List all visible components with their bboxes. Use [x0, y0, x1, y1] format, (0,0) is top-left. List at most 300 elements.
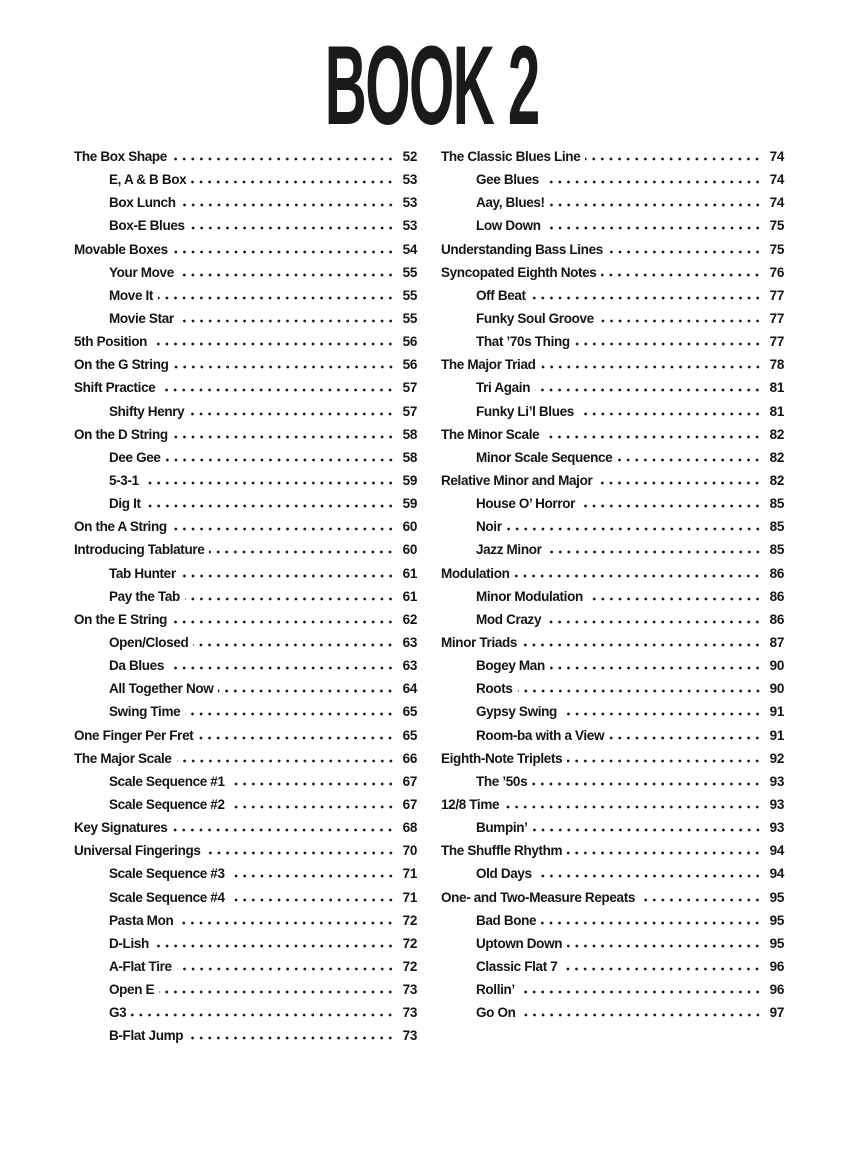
- toc-entry-label: Classic Flat 7: [476, 958, 558, 974]
- toc-entry-page: 76: [769, 264, 784, 280]
- dot-leader: [579, 412, 764, 416]
- toc-entry-page: 74: [769, 172, 784, 188]
- toc-entry: [441, 353, 784, 376]
- toc-entry: [74, 446, 417, 469]
- toc-entry: [441, 1001, 784, 1024]
- toc-entry-label: The Minor Scale: [441, 426, 540, 442]
- toc-entry-label: E, A & B Box: [109, 172, 187, 188]
- toc-entry-label: Jazz Minor: [476, 542, 542, 558]
- toc-entry: [74, 700, 417, 723]
- toc-entry-page: 56: [402, 334, 417, 350]
- toc-entry: [441, 631, 784, 654]
- toc-entry-page: 61: [402, 565, 417, 581]
- toc-entry-page: 86: [769, 588, 784, 604]
- toc-entry-page: 71: [402, 889, 417, 905]
- toc-entry-page: 94: [769, 843, 784, 859]
- toc-entry: [441, 330, 784, 353]
- toc-entry-page: 59: [402, 472, 417, 488]
- toc-entry-label: Scale Sequence #1: [109, 773, 225, 789]
- toc-entry: [441, 978, 784, 1001]
- toc-entry-label: One- and Two-Measure Repeats: [441, 889, 635, 905]
- toc-entry-label: On the D String: [74, 426, 168, 442]
- toc-entry: [74, 793, 417, 816]
- dot-leader: [178, 921, 397, 925]
- toc-entry-page: 82: [769, 426, 784, 442]
- toc-entry-label: Introducing Tablature: [74, 542, 205, 558]
- toc-entry-page: 75: [769, 218, 784, 234]
- dot-leader: [172, 828, 397, 832]
- dot-leader: [131, 1013, 397, 1017]
- dot-leader: [172, 620, 397, 624]
- dot-leader: [520, 990, 764, 994]
- toc-entry: [441, 307, 784, 330]
- toc-entry: [441, 585, 784, 608]
- dot-leader: [507, 527, 764, 531]
- toc-entry-page: 60: [402, 542, 417, 558]
- toc-entry: [441, 700, 784, 723]
- dot-leader: [193, 643, 397, 647]
- toc-entry-page: 86: [769, 565, 784, 581]
- toc-entry-page: 57: [402, 403, 417, 419]
- dot-leader: [179, 319, 397, 323]
- dot-leader: [521, 1013, 765, 1017]
- dot-leader: [188, 1036, 397, 1040]
- toc-entry: [74, 261, 417, 284]
- toc-entry: [74, 376, 417, 399]
- toc-entry-page: 68: [402, 820, 417, 836]
- dot-leader: [159, 990, 397, 994]
- toc-entry: [441, 816, 784, 839]
- toc-entry-label: On the E String: [74, 611, 168, 627]
- toc-entry-page: 73: [402, 982, 417, 998]
- toc-entry-label: Swing Time: [109, 704, 181, 720]
- toc-entry: [441, 932, 784, 955]
- toc-entry: [74, 423, 417, 446]
- toc-entry-label: Movable Boxes: [74, 241, 168, 257]
- dot-leader: [146, 504, 397, 508]
- dot-leader: [144, 481, 397, 485]
- toc-entry-page: 61: [402, 588, 417, 604]
- toc-entry: [441, 886, 784, 909]
- toc-entry-label: Your Move: [109, 264, 174, 280]
- toc-entry-page: 90: [769, 658, 784, 674]
- dot-leader: [599, 319, 764, 323]
- toc-entry-label: Uptown Down: [476, 935, 563, 951]
- toc-entry-label: The Box Shape: [74, 149, 167, 164]
- toc-entry: [441, 839, 784, 862]
- dot-leader: [172, 157, 397, 161]
- toc-entry-page: 73: [402, 1028, 417, 1044]
- toc-entry: [74, 353, 417, 376]
- toc-entry-page: 95: [769, 912, 784, 928]
- toc-entry: [74, 724, 417, 747]
- toc-entry-page: 93: [769, 773, 784, 789]
- toc-entry-label: House O’ Horror: [476, 496, 576, 512]
- toc-entry: [441, 261, 784, 284]
- toc-entry-label: Scale Sequence #4: [109, 889, 225, 905]
- dot-leader: [160, 388, 397, 392]
- toc-entry-page: 81: [769, 403, 784, 419]
- toc-entry-page: 82: [769, 449, 784, 465]
- dot-leader: [547, 550, 764, 554]
- toc-entry-label: Mod Crazy: [476, 611, 542, 627]
- toc-entry: [74, 978, 417, 1001]
- toc-entry-label: The ’50s: [476, 773, 528, 789]
- toc-entry-page: 53: [402, 195, 417, 211]
- toc-entry: [74, 515, 417, 538]
- dot-leader: [546, 226, 764, 230]
- dot-leader: [585, 157, 764, 161]
- toc-entry-label: Room-ba with a View: [476, 727, 605, 743]
- dot-leader: [174, 365, 398, 369]
- toc-entry: [441, 168, 784, 191]
- dot-leader: [154, 944, 397, 948]
- toc-entry-page: 82: [769, 472, 784, 488]
- toc-entry-label: On the A String: [74, 519, 167, 535]
- toc-entry-page: 85: [769, 519, 784, 535]
- toc-entry: [74, 608, 417, 631]
- toc-entry-page: 72: [402, 935, 417, 951]
- toc-entry-page: 96: [769, 982, 784, 998]
- toc-entry-page: 56: [402, 357, 417, 373]
- dot-leader: [546, 620, 764, 624]
- dot-leader: [169, 666, 397, 670]
- toc-entry-label: Scale Sequence #2: [109, 796, 225, 812]
- toc-entry-page: 70: [402, 843, 417, 859]
- dot-leader: [189, 412, 397, 416]
- toc-entry-label: D-Lish: [109, 935, 149, 951]
- toc-entry-page: 63: [402, 634, 417, 650]
- toc-entry: [74, 562, 417, 585]
- toc-entry: [74, 654, 417, 677]
- dot-leader: [609, 736, 764, 740]
- toc-entry: [74, 238, 417, 261]
- toc-entry: [441, 446, 784, 469]
- dot-leader: [206, 851, 397, 855]
- toc-entry-label: Syncopated Eighth Notes: [441, 264, 597, 280]
- dot-leader: [185, 712, 397, 716]
- dot-leader: [535, 388, 764, 392]
- toc-entry-label: That ’70s Thing: [476, 334, 570, 350]
- toc-entry: [74, 886, 417, 909]
- toc-entry: [74, 284, 417, 307]
- dot-leader: [504, 805, 764, 809]
- toc-entry: [74, 168, 417, 191]
- toc-entry: [441, 145, 784, 168]
- toc-entry-label: Minor Scale Sequence: [476, 449, 613, 465]
- toc-entry: [441, 677, 784, 700]
- dot-leader: [179, 273, 397, 277]
- toc-entry-label: B-Flat Jump: [109, 1028, 184, 1044]
- toc-entry-label: Dig It: [109, 496, 141, 512]
- toc-entry-label: Box Lunch: [109, 195, 176, 211]
- dot-leader: [544, 435, 764, 439]
- toc-entry-label: The Classic Blues Line: [441, 149, 581, 164]
- book-title: [0, 23, 864, 148]
- dot-leader: [209, 550, 397, 554]
- toc-entry-page: 81: [769, 380, 784, 396]
- toc-entry-label: The Shuffle Rhythm: [441, 843, 563, 859]
- toc-entry-page: 65: [402, 727, 417, 743]
- toc-entry-label: Funky Li’l Blues: [476, 403, 574, 419]
- toc-entry-label: Go On: [476, 1005, 516, 1021]
- toc-entry-page: 57: [402, 380, 417, 396]
- toc-entry-page: 77: [769, 334, 784, 350]
- dot-leader: [562, 967, 764, 971]
- toc-entry-label: Old Days: [476, 866, 532, 882]
- toc-entry-page: 66: [402, 750, 417, 766]
- toc-entry-label: Universal Fingerings: [74, 843, 201, 859]
- dot-leader: [550, 203, 764, 207]
- toc-entry-label: 5th Position: [74, 334, 148, 350]
- toc-entry-label: Roots: [476, 681, 513, 697]
- toc-entry-page: 62: [402, 611, 417, 627]
- toc-entry-page: 64: [402, 681, 417, 697]
- dot-leader: [522, 643, 764, 647]
- toc-entry: [74, 770, 417, 793]
- toc-entry-label: Low Down: [476, 218, 541, 234]
- dot-leader: [230, 898, 397, 902]
- dot-leader: [537, 874, 764, 878]
- dot-leader: [541, 921, 764, 925]
- toc-entry: [74, 909, 417, 932]
- toc-entry-page: 74: [769, 149, 784, 164]
- toc-entry-page: 85: [769, 542, 784, 558]
- dot-leader: [567, 851, 764, 855]
- toc-entry-label: Movie Star: [109, 310, 174, 326]
- dot-leader: [541, 365, 764, 369]
- toc-entry-page: 93: [769, 820, 784, 836]
- toc-entry-page: 58: [402, 449, 417, 465]
- toc-entry-page: 97: [769, 1005, 784, 1021]
- toc-entry-page: 78: [769, 357, 784, 373]
- toc-entry-label: Shift Practice: [74, 380, 156, 396]
- toc-entry-label: G3: [109, 1005, 127, 1021]
- toc-entry-label: 5-3-1: [109, 472, 139, 488]
- toc-entry: [74, 145, 417, 168]
- toc-entry-label: Tri Again: [476, 380, 531, 396]
- toc-entry-label: Bogey Man: [476, 658, 545, 674]
- toc-entry: [441, 862, 784, 885]
- toc-entry-page: 75: [769, 241, 784, 257]
- toc-entry-label: Pay the Tab: [109, 588, 180, 604]
- dot-leader: [185, 597, 397, 601]
- dot-leader: [181, 574, 397, 578]
- toc-entry: [441, 724, 784, 747]
- toc-entry: [74, 538, 417, 561]
- toc-entry-label: One Finger Per Fret: [74, 727, 194, 743]
- toc-entry-label: Off Beat: [476, 287, 526, 303]
- dot-leader: [181, 203, 397, 207]
- toc-entry-page: 95: [769, 935, 784, 951]
- toc-entry-label: Bumpin’: [476, 820, 528, 836]
- toc-entry-page: 67: [402, 773, 417, 789]
- toc-entry: [74, 631, 417, 654]
- toc-entry-label: Pasta Mon: [109, 912, 174, 928]
- dot-leader: [580, 504, 764, 508]
- toc-entry: [74, 747, 417, 770]
- toc-entry: [441, 538, 784, 561]
- toc-column-left: [74, 145, 417, 1047]
- dot-leader: [514, 574, 764, 578]
- dot-leader: [191, 180, 397, 184]
- dot-leader: [173, 435, 397, 439]
- dot-leader: [567, 759, 764, 763]
- toc-columns: [0, 145, 864, 1047]
- toc-entry-page: 94: [769, 866, 784, 882]
- toc-entry-page: 92: [769, 750, 784, 766]
- toc-entry: [441, 562, 784, 585]
- toc-entry-label: Tab Hunter: [109, 565, 176, 581]
- dot-leader: [518, 689, 765, 693]
- dot-leader: [588, 597, 764, 601]
- toc-entry-page: 77: [769, 287, 784, 303]
- toc-entry-page: 72: [402, 912, 417, 928]
- toc-entry-page: 54: [402, 241, 417, 257]
- toc-entry: [74, 492, 417, 515]
- toc-entry-page: 74: [769, 195, 784, 211]
- toc-entry: [441, 214, 784, 237]
- toc-entry-label: Key Signatures: [74, 820, 168, 836]
- dot-leader: [177, 759, 397, 763]
- dot-leader: [230, 782, 397, 786]
- toc-entry-label: Minor Triads: [441, 634, 518, 650]
- dot-leader: [152, 342, 397, 346]
- toc-entry-page: 65: [402, 704, 417, 720]
- toc-entry: [74, 816, 417, 839]
- dot-leader: [575, 342, 764, 346]
- toc-entry-label: Scale Sequence #3: [109, 866, 225, 882]
- toc-entry-page: 60: [402, 519, 417, 535]
- toc-entry-page: 73: [402, 1005, 417, 1021]
- dot-leader: [601, 273, 764, 277]
- toc-entry: [74, 862, 417, 885]
- toc-entry-label: Aay, Blues!: [476, 195, 545, 211]
- toc-entry-page: 53: [402, 172, 417, 188]
- toc-entry-label: On the G String: [74, 357, 169, 373]
- dot-leader: [166, 458, 397, 462]
- dot-leader: [230, 805, 397, 809]
- toc-entry-page: 55: [402, 310, 417, 326]
- dot-leader: [597, 481, 764, 485]
- toc-entry: [74, 839, 417, 862]
- toc-entry-label: Open/Closed: [109, 634, 189, 650]
- dot-leader: [550, 666, 764, 670]
- dot-leader: [190, 226, 397, 230]
- toc-entry-page: 72: [402, 958, 417, 974]
- toc-entry: [74, 677, 417, 700]
- toc-entry-label: Understanding Bass Lines: [441, 241, 603, 257]
- toc-entry: [74, 955, 417, 978]
- toc-entry: [74, 307, 417, 330]
- toc-entry: [441, 747, 784, 770]
- toc-entry-label: Gypsy Swing: [476, 704, 557, 720]
- toc-entry: [74, 469, 417, 492]
- toc-entry-page: 58: [402, 426, 417, 442]
- dot-leader: [532, 782, 764, 786]
- toc-entry-label: 12/8 Time: [441, 796, 500, 812]
- toc-entry: [441, 469, 784, 492]
- toc-entry-page: 91: [769, 727, 784, 743]
- dot-leader: [531, 296, 764, 300]
- toc-entry-page: 93: [769, 796, 784, 812]
- toc-entry-label: Shifty Henry: [109, 403, 185, 419]
- dot-leader: [533, 828, 764, 832]
- dot-leader: [158, 296, 397, 300]
- toc-entry: [441, 608, 784, 631]
- toc-entry-page: 53: [402, 218, 417, 234]
- toc-entry-page: 86: [769, 611, 784, 627]
- toc-entry-label: Minor Modulation: [476, 588, 583, 604]
- toc-entry-page: 52: [402, 149, 417, 164]
- toc-entry-page: 55: [402, 287, 417, 303]
- toc-entry-label: Box-E Blues: [109, 218, 185, 234]
- toc-entry: [74, 1024, 417, 1047]
- toc-entry: [74, 214, 417, 237]
- toc-entry: [441, 492, 784, 515]
- dot-leader: [640, 898, 764, 902]
- toc-entry: [74, 585, 417, 608]
- toc-entry-label: All Together Now: [109, 681, 214, 697]
- toc-entry: [441, 955, 784, 978]
- toc-entry-label: Move It: [109, 287, 154, 303]
- toc-entry: [441, 770, 784, 793]
- toc-entry-label: A-Flat Tire: [109, 958, 172, 974]
- toc-entry-label: Dee Gee: [109, 449, 161, 465]
- toc-entry: [441, 909, 784, 932]
- toc-entry: [441, 400, 784, 423]
- toc-entry-page: 71: [402, 866, 417, 882]
- toc-entry-label: Bad Bone: [476, 912, 537, 928]
- toc-entry-page: 95: [769, 889, 784, 905]
- toc-entry: [74, 1001, 417, 1024]
- toc-entry: [441, 376, 784, 399]
- toc-entry-label: Da Blues: [109, 658, 164, 674]
- toc-column-right: [441, 145, 784, 1047]
- toc-entry: [74, 330, 417, 353]
- toc-entry-page: 59: [402, 496, 417, 512]
- dot-leader: [230, 874, 397, 878]
- toc-entry-label: Eighth-Note Triplets: [441, 750, 563, 766]
- toc-entry-page: 55: [402, 264, 417, 280]
- toc-entry: [441, 284, 784, 307]
- toc-entry-page: 91: [769, 704, 784, 720]
- dot-leader: [562, 712, 764, 716]
- toc-entry: [441, 654, 784, 677]
- toc-entry-label: Noir: [476, 519, 502, 535]
- toc-entry-page: 85: [769, 496, 784, 512]
- toc-entry-label: Funky Soul Groove: [476, 310, 594, 326]
- dot-leader: [173, 250, 397, 254]
- toc-entry-page: 63: [402, 658, 417, 674]
- toc-entry-label: The Major Scale: [74, 750, 172, 766]
- toc-entry: [441, 191, 784, 214]
- toc-entry: [74, 932, 417, 955]
- dot-leader: [544, 180, 764, 184]
- toc-entry: [74, 400, 417, 423]
- dot-leader: [218, 689, 397, 693]
- dot-leader: [172, 527, 397, 531]
- toc-entry-label: Open E: [109, 982, 155, 998]
- toc-entry: [441, 238, 784, 261]
- toc-entry-label: Rollin’: [476, 982, 515, 998]
- toc-entry: [441, 793, 784, 816]
- toc-entry-label: Relative Minor and Major: [441, 472, 593, 488]
- toc-entry-page: 96: [769, 958, 784, 974]
- toc-entry-label: Modulation: [441, 565, 510, 581]
- toc-entry-page: 77: [769, 310, 784, 326]
- toc-entry-page: 67: [402, 796, 417, 812]
